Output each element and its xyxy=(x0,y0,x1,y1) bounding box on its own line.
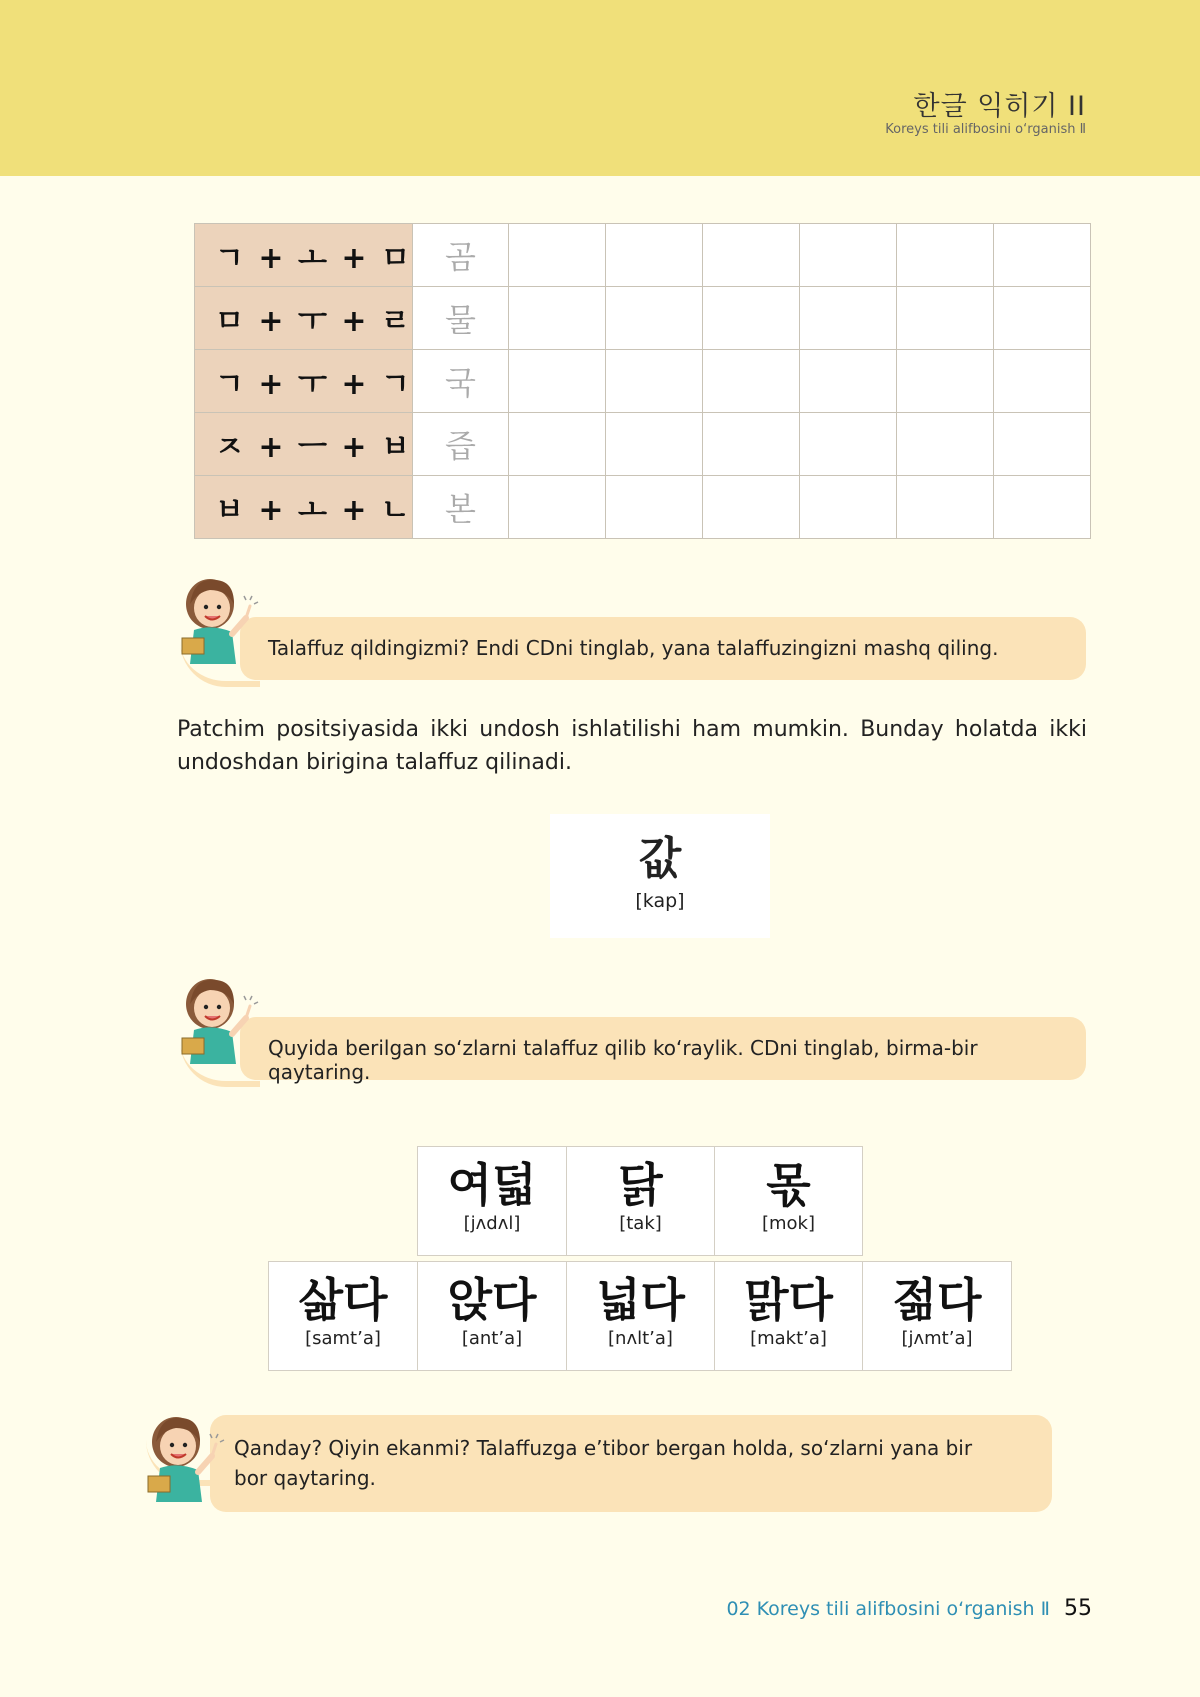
teacher-character-icon xyxy=(146,1412,230,1504)
blank-cell xyxy=(606,224,703,287)
blank-cell xyxy=(800,413,897,476)
word: 맑다 xyxy=(744,1273,833,1327)
word-card xyxy=(714,1146,863,1256)
formula-cell: ㅁ + ㅜ + ㄹ xyxy=(195,287,413,350)
word-pronunciation: [ant’a] xyxy=(461,1328,523,1349)
word: 여덟 xyxy=(447,1158,537,1212)
word: 앉다 xyxy=(447,1273,537,1327)
blank-cell xyxy=(994,350,1091,413)
blank-cell xyxy=(994,224,1091,287)
formula-cell: ㅈ + ㅡ + ㅂ xyxy=(195,413,413,476)
intro-paragraph: Patchim positsiyasida ikki undosh ishlatilishi ham mumkin. Bunday holatda ikki undoshdan birigina talaffuz qilinadi. xyxy=(177,717,1087,775)
blank-cell xyxy=(606,350,703,413)
word: 젊다 xyxy=(892,1273,982,1327)
word-pronunciation: [jʌmt’a] xyxy=(901,1328,973,1349)
blank-cell xyxy=(606,413,703,476)
blank-cell xyxy=(994,413,1091,476)
word-pronunciation: [samt’a] xyxy=(305,1328,381,1349)
word: 몫 xyxy=(766,1158,811,1212)
blank-cell xyxy=(703,350,800,413)
word-pronunciation: [nʌlt’a] xyxy=(608,1328,673,1349)
blank-cell xyxy=(509,476,606,539)
word-card xyxy=(268,1261,418,1371)
table-row xyxy=(195,350,1091,413)
blank-cell xyxy=(800,287,897,350)
blank-cell xyxy=(703,287,800,350)
blank-cell xyxy=(800,476,897,539)
tip-bubble: Qanday? Qiyin ekanmi? Talaffuzga e’tibor bergan holda, so‘zlarni yana bir bor qaytaring. xyxy=(210,1415,1052,1512)
word-card xyxy=(566,1146,715,1256)
teacher-character-icon xyxy=(180,574,264,666)
table-row xyxy=(195,476,1091,539)
word-pronunciation: [jʌdʌl] xyxy=(463,1213,521,1234)
teacher-character-icon xyxy=(180,974,264,1066)
blank-cell xyxy=(897,224,994,287)
blank-cell xyxy=(800,224,897,287)
formula-cell: ㄱ + ㅜ + ㄱ xyxy=(195,350,413,413)
sample-syllable: 물 xyxy=(413,287,509,350)
blank-cell xyxy=(509,287,606,350)
blank-cell xyxy=(897,350,994,413)
page-subtitle: Koreys tili alifbosini o‘rganish Ⅱ xyxy=(885,122,1086,137)
table-row xyxy=(195,224,1091,287)
blank-cell xyxy=(703,224,800,287)
page-title: 한글 익히기 II xyxy=(913,91,1086,122)
blank-cell xyxy=(994,287,1091,350)
blank-cell xyxy=(703,413,800,476)
word: 닭 xyxy=(618,1158,663,1212)
formula-cell: ㅂ + ㅗ + ㄴ xyxy=(195,476,413,539)
blank-cell xyxy=(606,476,703,539)
footer-chapter: 02 Koreys tili alifbosini o‘rganish Ⅱ xyxy=(726,1598,1050,1620)
example-card xyxy=(550,814,770,938)
tip-bubble: Talaffuz qildingizmi? Endi CDni tinglab, yana talaffuzingizni mashq qiling. xyxy=(240,617,1086,680)
word: 넓다 xyxy=(596,1273,685,1327)
blank-cell xyxy=(509,413,606,476)
word-pronunciation: [tak] xyxy=(619,1213,662,1234)
table-row xyxy=(195,287,1091,350)
sample-syllable: 본 xyxy=(413,476,509,539)
example-word: 값 xyxy=(638,833,682,884)
word-card xyxy=(566,1261,715,1371)
word-pronunciation: [makt’a] xyxy=(750,1328,827,1349)
sample-syllable: 즙 xyxy=(413,413,509,476)
blank-cell xyxy=(994,476,1091,539)
blank-cell xyxy=(897,413,994,476)
word: 삶다 xyxy=(298,1273,388,1327)
sample-syllable: 국 xyxy=(413,350,509,413)
word-card xyxy=(417,1146,567,1256)
tip-bubble: Quyida berilgan so‘zlarni talaffuz qilib ko‘raylik. CDni tinglab, birma-bir qaytaring. xyxy=(240,1017,1086,1080)
blank-cell xyxy=(606,287,703,350)
example-pronunciation: [kap] xyxy=(635,890,685,912)
word-card xyxy=(417,1261,567,1371)
table-row xyxy=(195,413,1091,476)
blank-cell xyxy=(897,287,994,350)
sample-syllable: 곰 xyxy=(413,224,509,287)
page-number: 55 xyxy=(1064,1596,1092,1621)
practice-table xyxy=(194,223,1091,539)
blank-cell xyxy=(509,350,606,413)
blank-cell xyxy=(509,224,606,287)
blank-cell xyxy=(703,476,800,539)
word-card xyxy=(714,1261,863,1371)
word-card xyxy=(862,1261,1012,1371)
blank-cell xyxy=(897,476,994,539)
formula-cell: ㄱ + ㅗ + ㅁ xyxy=(195,224,413,287)
word-pronunciation: [mok] xyxy=(761,1213,815,1234)
blank-cell xyxy=(800,350,897,413)
